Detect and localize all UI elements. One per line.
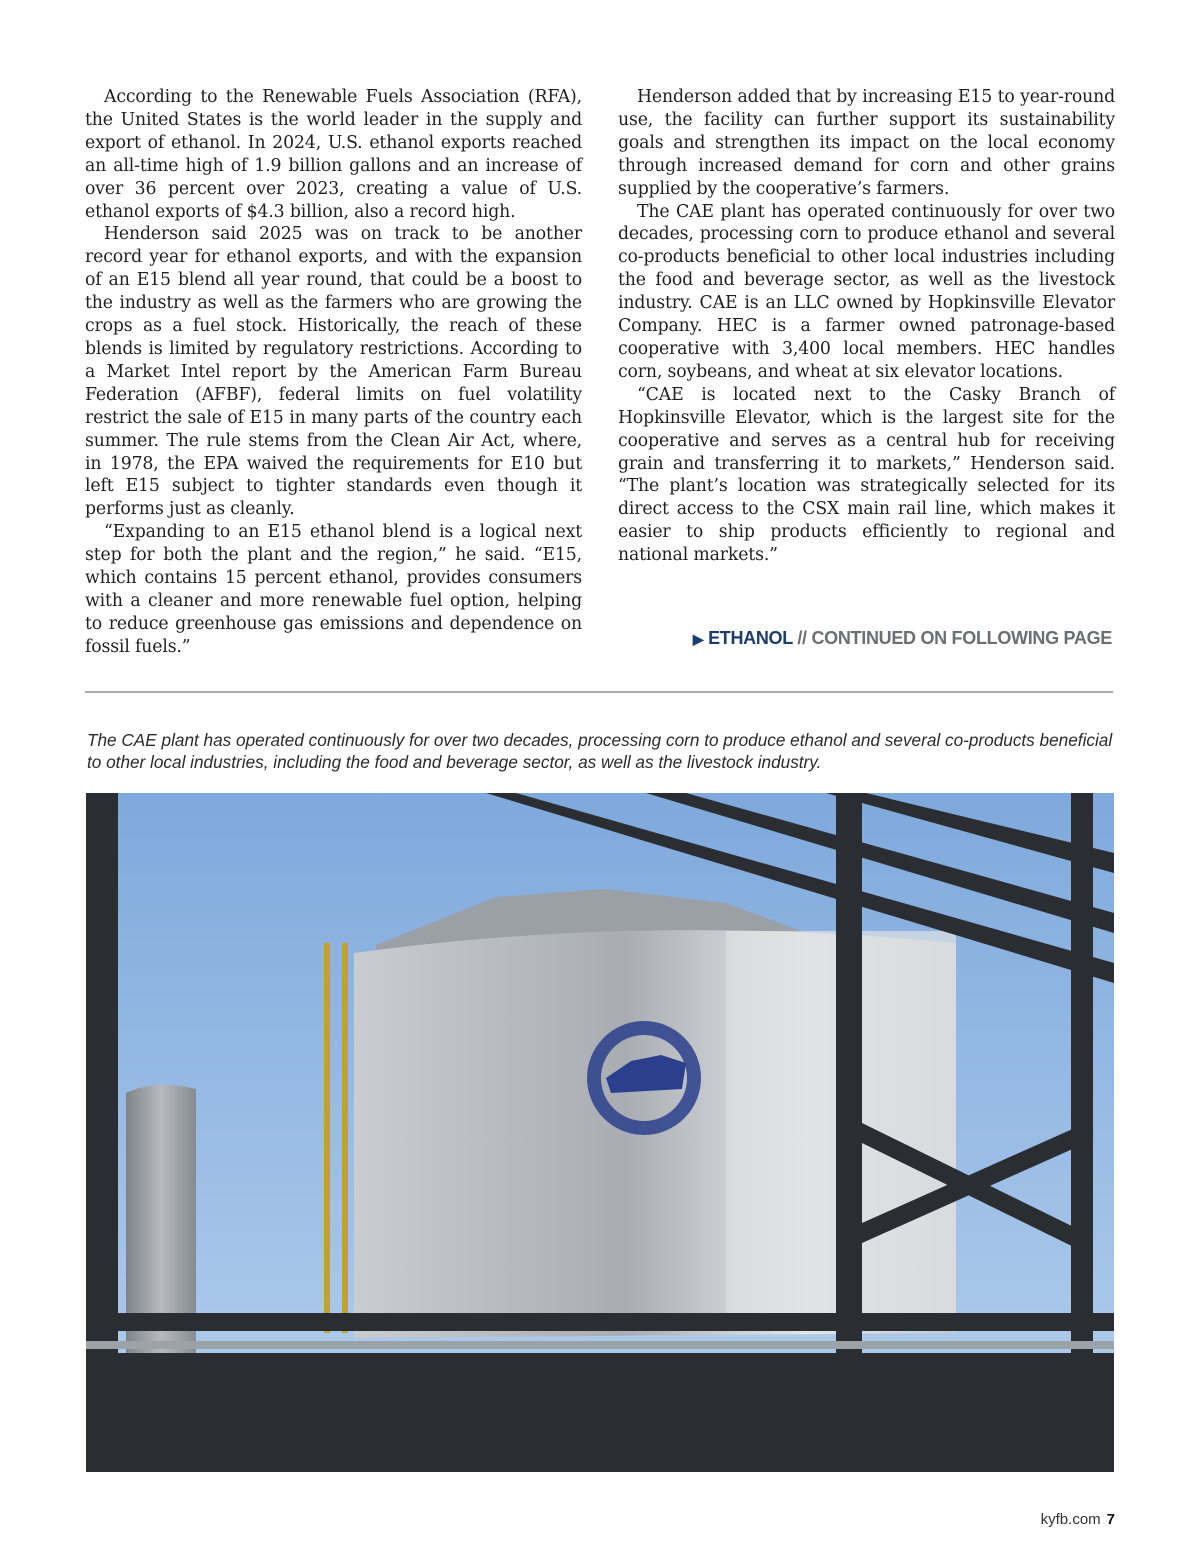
triangle-right-icon: ▶ bbox=[692, 631, 704, 647]
article-paragraph: According to the Renewable Fuels Association (RFA), the United States is the world leader in the supply and export of ethanol. In 2024, U.S. ethanol exports reached an all-time high of 1.9 billion gallons and an increase of over 36 percent over 2023, creating a value of U.S. ethanol exports of $4.3 billion, also a record high. bbox=[85, 87, 582, 222]
article-paragraph: “Expanding to an E15 ethanol blend is a logical next step for both the plant and the region,” he said. “E15, which contains 15 percent ethanol, provides consumers with a cleaner and more renewable fuel option, helping to reduce greenhouse gas emissions and dependence on fossil fuels.” bbox=[85, 522, 582, 657]
article-paragraph: Henderson added that by increasing E15 to year-round use, the facility can further support its sustainability goals and strengthen its impact on the local economy through increased demand for corn and other grains supplied by the cooperative’s farmers. bbox=[618, 87, 1115, 199]
continued-keyword: ETHANOL bbox=[708, 628, 793, 648]
continued-on-next-page-link[interactable] bbox=[618, 628, 1112, 649]
article-paragraph: The CAE plant has operated continuously for over two decades, processing corn to produce ethanol and several co-products beneficial to other local industries including the food and beverage sector, as well as the livestock industry. CAE is an LLC owned by Hopkinsville Elevator Company. HEC is a farmer owned patronage-based cooperative with 3,400 local members. HEC handles corn, soybeans, and wheat at six elevator locations. bbox=[618, 201, 1115, 382]
page-number: 7 bbox=[1106, 1511, 1115, 1528]
site-url: kyfb.com bbox=[1040, 1511, 1101, 1528]
page-footer bbox=[1041, 1511, 1115, 1528]
continued-text: // CONTINUED ON FOLLOWING PAGE bbox=[792, 628, 1112, 648]
section-divider bbox=[85, 691, 1113, 693]
article-column-left bbox=[85, 86, 582, 659]
photo-caption: The CAE plant has operated continuously for over two decades, processing corn to produce ethanol and several co-products beneficial to other local industries, including the food and beverage sector, as well as the livestock industry. bbox=[87, 730, 1113, 772]
article-column-right bbox=[618, 86, 1115, 567]
ethanol-plant-photo bbox=[86, 793, 1114, 1472]
article-paragraph: Henderson said 2025 was on track to be another record year for ethanol exports, and with the expansion of an E15 blend all year round, that could be a boost to the industry as well as the farmers who are growing the crops as a fuel stock. Historically, the reach of these blends is limited by regulatory restrictions. According to a Market Intel report by the American Farm Bureau Federation (AFBF), federal limits on fuel volatility restrict the sale of E15 in many parts of the country each summer. The rule stems from the Clean Air Act, where, in 1978, the EPA waived the requirements for E10 but left E15 subject to tighter standards even though it performs just as cleanly. bbox=[85, 224, 582, 520]
article-paragraph: “CAE is located next to the Casky Branch of Hopkinsville Elevator, which is the largest site for the cooperative and serves as a central hub for receiving grain and transferring it to markets,” Henderson said. “The plant’s location was strategically selected for its direct access to the CSX main rail line, which makes it easier to ship products efficiently to regional and national markets.” bbox=[618, 384, 1115, 566]
